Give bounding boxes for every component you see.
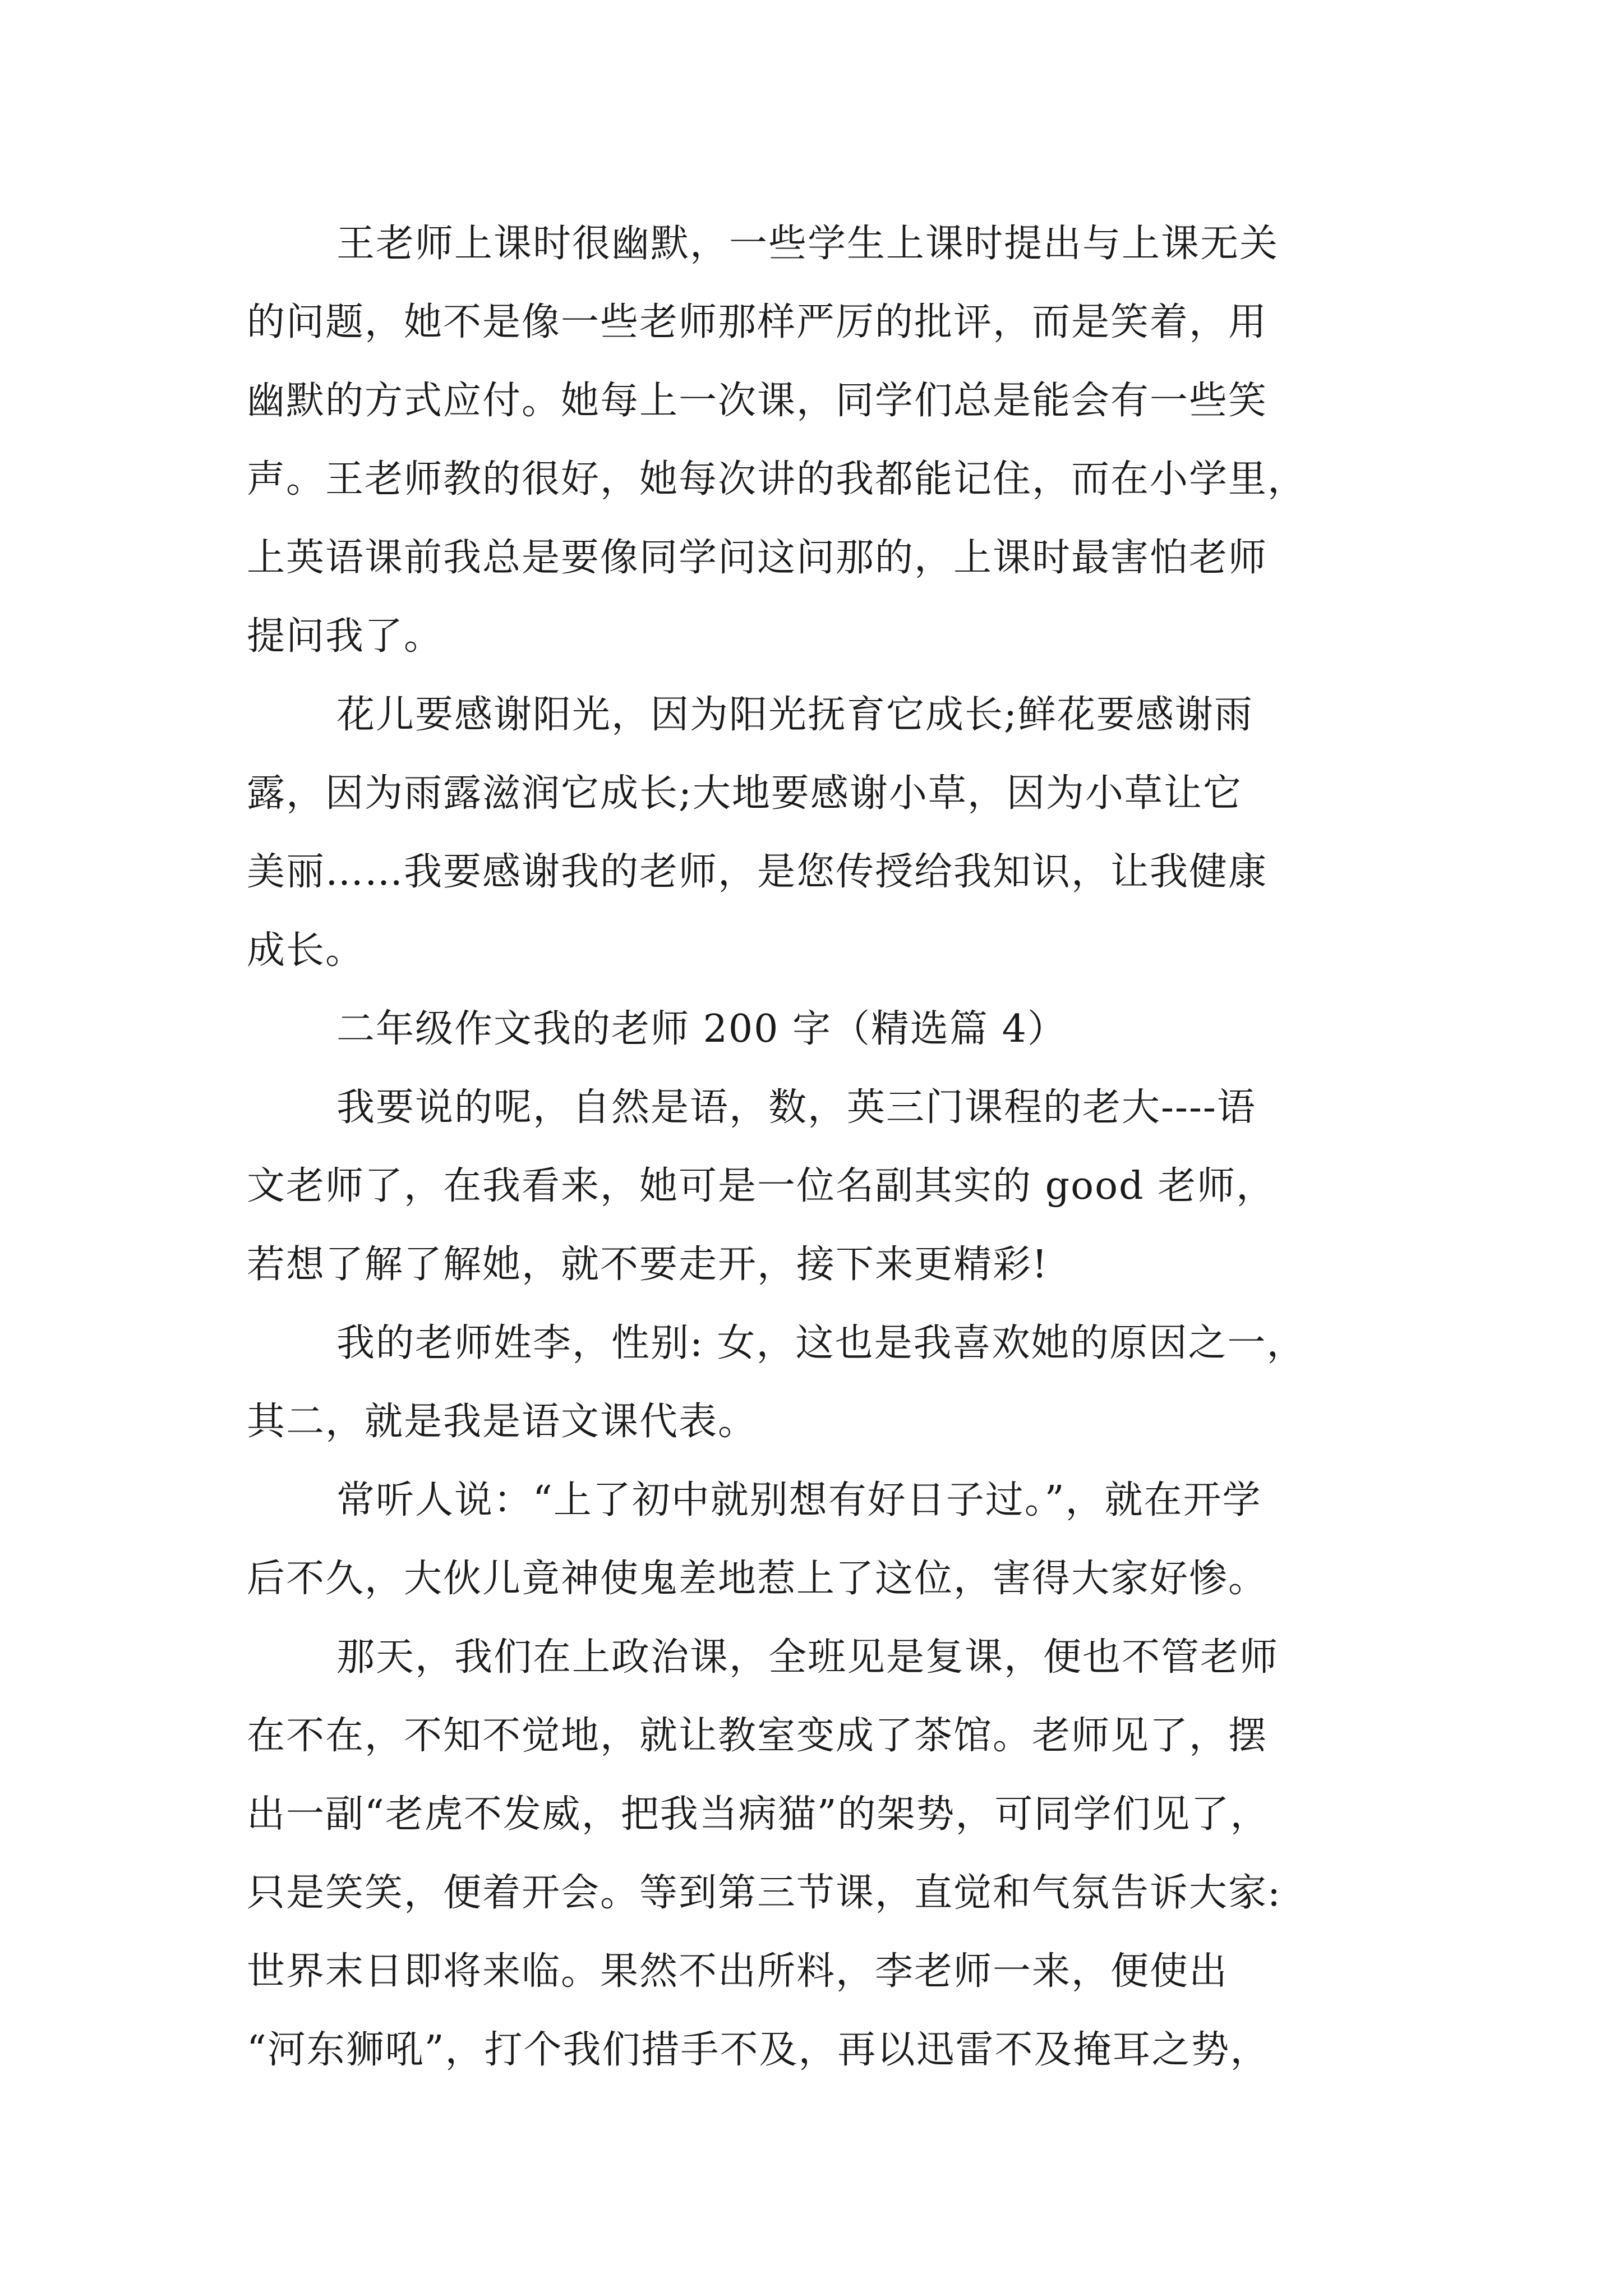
text-line: 文老师了，在我看来，她可是一位名副其实的 good 老师，: [247, 1164, 1276, 1208]
text-line: 常听人说：“上了初中就别想有好日子过。”，就在开学: [336, 1478, 1262, 1522]
text-line: “河东狮吼”，打个我们措手不及，再以迅雷不及掩耳之势，: [247, 2028, 1270, 2072]
text-line: 在不在，不知不觉地，就让教室变成了茶馆。老师见了，摆: [247, 1714, 1268, 1758]
text-line: 只是笑笑，便着开会。等到第三节课，直觉和气氛告诉大家:: [247, 1871, 1281, 1915]
text-line: 若想了解了解她，就不要走开，接下来更精彩!: [247, 1243, 1049, 1287]
text-line: 露，因为雨露滋润它成长;大地要感谢小草，因为小草让它: [247, 771, 1242, 816]
text-line: 提问我了。: [247, 614, 444, 659]
text-line: 后不久，大伙儿竟神使鬼差地惹上了这位，害得大家好惨。: [247, 1557, 1268, 1601]
text-line: 世界末日即将来临。果然不出所料，李老师一来，便使出: [247, 1949, 1229, 1994]
text-line: 成长。: [247, 928, 365, 973]
text-line: 出一副“老虎不发威，把我当病猫”的架势，可同学们见了，: [247, 1792, 1270, 1837]
text-line: 花儿要感谢阳光，因为阳光抚育它成长;鲜花要感谢雨: [336, 693, 1253, 737]
text-line: 的问题，她不是像一些老师那样严厉的批评，而是笑着，用: [247, 300, 1268, 344]
text-line: 那天，我们在上政治课，全班见是复课，便也不管老师: [336, 1635, 1279, 1680]
text-line: 我的老师姓李，性别: 女，这也是我喜欢她的原因之一，: [336, 1321, 1306, 1365]
text-line: 王老师上课时很幽默，一些学生上课时提出与上课无关: [336, 222, 1279, 266]
text-line: 上英语课前我总是要像同学问这问那的，上课时最害怕老师: [247, 536, 1268, 580]
text-line: 其二，就是我是语文课代表。: [247, 1400, 758, 1444]
text-line: 幽默的方式应付。她每上一次课，同学们总是能会有一些笑: [247, 379, 1268, 423]
text-line: 声。王老师教的很好，她每次讲的我都能记住，而在小学里，: [247, 457, 1307, 501]
section-heading: 二年级作文我的老师 200 字（精选篇 4）: [336, 1007, 1067, 1051]
text-line: 我要说的呢，自然是语，数，英三门课程的老大----语: [336, 1085, 1256, 1130]
text-line: 美丽……我要感谢我的老师，是您传授给我知识，让我健康: [247, 850, 1268, 894]
